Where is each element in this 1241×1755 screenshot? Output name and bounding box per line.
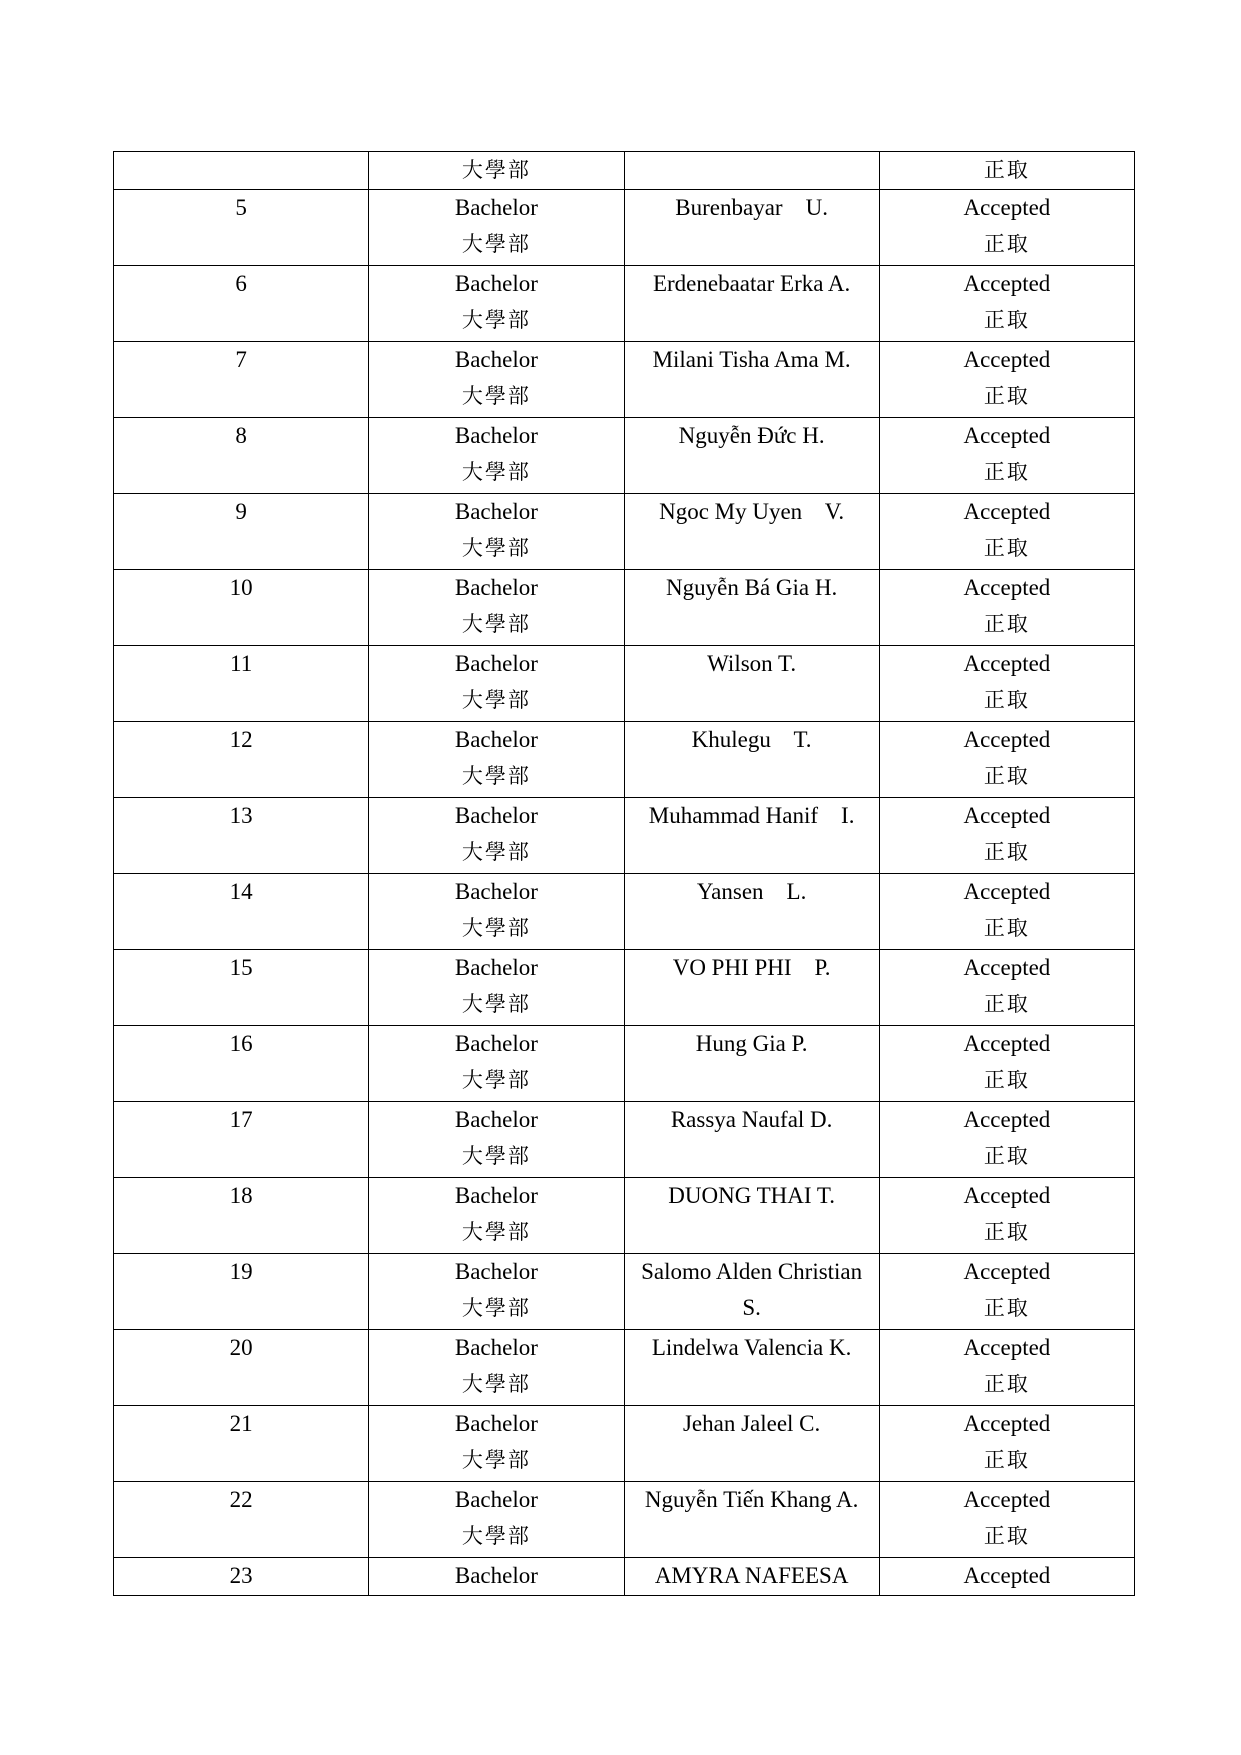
status-zh: 正取	[983, 1144, 1030, 1168]
cell-status	[879, 1102, 1134, 1178]
cell-number	[114, 1406, 369, 1482]
level-en: Bachelor	[454, 727, 538, 752]
cell-status	[879, 1026, 1134, 1102]
table-row	[114, 874, 1135, 950]
table-row	[114, 1482, 1135, 1558]
status-en: Accepted	[963, 1183, 1051, 1208]
row-number: 18	[229, 1183, 253, 1208]
status-en: Accepted	[963, 727, 1051, 752]
cell-name	[624, 418, 879, 494]
cell-status	[879, 1330, 1134, 1406]
cell-number	[114, 1330, 369, 1406]
applicant-name: Milani Tisha Ama M.	[652, 347, 851, 372]
status-en: Accepted	[963, 803, 1051, 828]
status-en: Accepted	[963, 499, 1051, 524]
level-en: Bachelor	[454, 955, 538, 980]
row-number: 23	[229, 1563, 253, 1588]
table-row	[114, 1254, 1135, 1330]
cell-status	[879, 494, 1134, 570]
table-row	[114, 570, 1135, 646]
cell-status	[879, 722, 1134, 798]
status-en: Accepted	[963, 651, 1051, 676]
cell-level	[369, 1482, 624, 1558]
cell-name	[624, 646, 879, 722]
level-en: Bachelor	[454, 499, 538, 524]
status-en: Accepted	[963, 1563, 1051, 1588]
applicant-name: Khulegu T.	[691, 727, 812, 752]
row-number: 17	[229, 1107, 253, 1132]
status-zh: 正取	[983, 1448, 1030, 1472]
cell-name	[624, 266, 879, 342]
cell-level	[369, 342, 624, 418]
row-number: 19	[229, 1259, 253, 1284]
level-zh: 大學部	[461, 1524, 531, 1548]
applicant-name: Wilson T.	[707, 651, 797, 676]
level-en: Bachelor	[454, 1487, 538, 1512]
cell-level	[369, 646, 624, 722]
cell-status	[879, 190, 1134, 266]
row-number: 9	[235, 499, 247, 524]
row-number: 21	[229, 1411, 253, 1436]
status-zh: 正取	[983, 460, 1030, 484]
cell-level	[369, 1330, 624, 1406]
cell-status	[879, 1406, 1134, 1482]
status-en: Accepted	[963, 423, 1051, 448]
status-en: Accepted	[963, 1411, 1051, 1436]
cell-status	[879, 798, 1134, 874]
cell-name	[624, 190, 879, 266]
cell-number	[114, 570, 369, 646]
status-en: Accepted	[963, 347, 1051, 372]
cell-number	[114, 1178, 369, 1254]
cell-level	[369, 152, 624, 190]
applicant-name: Yansen L.	[696, 879, 807, 904]
cell-level	[369, 1178, 624, 1254]
table-row	[114, 266, 1135, 342]
level-zh: 大學部	[461, 384, 531, 408]
row-number: 5	[235, 195, 247, 220]
level-zh: 大學部	[461, 612, 531, 636]
status-zh: 正取	[983, 1068, 1030, 1092]
cell-number	[114, 722, 369, 798]
row-number: 14	[229, 879, 253, 904]
cell-name	[624, 1482, 879, 1558]
applicant-name: VO PHI PHI P.	[672, 955, 831, 980]
cell-name	[624, 950, 879, 1026]
level-zh: 大學部	[461, 308, 531, 332]
cell-level	[369, 418, 624, 494]
row-number: 7	[235, 347, 247, 372]
applicant-name: Jehan Jaleel C.	[682, 1411, 821, 1436]
row-number: 15	[229, 955, 253, 980]
applicant-name: Nguyễn Tiến Khang A.	[644, 1487, 859, 1512]
cell-name	[624, 1102, 879, 1178]
table-row	[114, 494, 1135, 570]
level-en: Bachelor	[454, 575, 538, 600]
cell-level	[369, 570, 624, 646]
cell-level	[369, 1254, 624, 1330]
status-zh: 正取	[983, 992, 1030, 1016]
applicant-name: Nguyễn Bá Gia H.	[666, 575, 838, 600]
status-zh: 正取	[983, 916, 1030, 940]
level-zh: 大學部	[461, 688, 531, 712]
cell-name	[624, 1026, 879, 1102]
table-row	[114, 798, 1135, 874]
cell-level	[369, 1102, 624, 1178]
status-en: Accepted	[963, 1487, 1051, 1512]
applicant-name: Lindelwa Valencia K.	[651, 1335, 852, 1360]
cell-name	[624, 722, 879, 798]
cell-level	[369, 1026, 624, 1102]
level-en: Bachelor	[454, 1335, 538, 1360]
cell-number	[114, 1558, 369, 1596]
cell-name	[624, 1406, 879, 1482]
table-row	[114, 190, 1135, 266]
cell-number	[114, 418, 369, 494]
cell-level	[369, 266, 624, 342]
level-zh: 大學部	[461, 1448, 531, 1472]
status-zh: 正取	[983, 840, 1030, 864]
cell-name	[624, 494, 879, 570]
applicant-name: AMYRA NAFEESA	[654, 1563, 849, 1588]
level-en: Bachelor	[454, 1107, 538, 1132]
status-en: Accepted	[963, 195, 1051, 220]
table-row	[114, 342, 1135, 418]
status-zh: 正取	[983, 536, 1030, 560]
cell-number	[114, 1026, 369, 1102]
level-en: Bachelor	[454, 271, 538, 296]
cell-level	[369, 722, 624, 798]
status-zh: 正取	[983, 1296, 1030, 1320]
cell-status	[879, 1482, 1134, 1558]
status-zh: 正取	[983, 1524, 1030, 1548]
status-en: Accepted	[963, 955, 1051, 980]
cell-name	[624, 1558, 879, 1596]
applicant-name: Rassya Naufal D.	[670, 1107, 833, 1132]
cell-name	[624, 570, 879, 646]
level-zh: 大學部	[461, 232, 531, 256]
cell-level	[369, 1558, 624, 1596]
cell-number	[114, 190, 369, 266]
status-zh: 正取	[983, 1220, 1030, 1244]
applicant-name: DUONG THAI T.	[668, 1183, 835, 1208]
table-row	[114, 950, 1135, 1026]
status-en: Accepted	[963, 1259, 1051, 1284]
table-row	[114, 722, 1135, 798]
applicant-name: Nguyễn Đức H.	[678, 423, 825, 448]
table-row-partial	[114, 1558, 1135, 1596]
table-row	[114, 646, 1135, 722]
cell-status	[879, 152, 1134, 190]
table-row	[114, 1330, 1135, 1406]
level-zh: 大學部	[461, 1296, 531, 1320]
cell-level	[369, 190, 624, 266]
cell-name	[624, 874, 879, 950]
row-number: 22	[229, 1487, 253, 1512]
cell-name	[624, 1254, 879, 1330]
table-row	[114, 1102, 1135, 1178]
status-zh: 正取	[983, 612, 1030, 636]
cell-level	[369, 494, 624, 570]
row-number: 20	[229, 1335, 253, 1360]
table-body	[114, 152, 1135, 1596]
row-number: 10	[229, 575, 253, 600]
cell-number	[114, 1254, 369, 1330]
status-zh: 正取	[983, 384, 1030, 408]
cell-number	[114, 266, 369, 342]
level-zh: 大學部	[461, 1144, 531, 1168]
cell-number	[114, 646, 369, 722]
cell-level	[369, 1406, 624, 1482]
row-number: 11	[230, 651, 253, 676]
status-en: Accepted	[963, 1107, 1051, 1132]
row-number: 13	[229, 803, 253, 828]
level-en: Bachelor	[454, 1563, 538, 1588]
status-en: Accepted	[963, 879, 1051, 904]
level-zh: 大學部	[461, 840, 531, 864]
cell-level	[369, 950, 624, 1026]
row-number: 16	[229, 1031, 253, 1056]
level-zh: 大學部	[461, 536, 531, 560]
applicant-name: Burenbayar U.	[675, 195, 828, 220]
level-zh: 大學部	[461, 158, 531, 182]
table-row-continued	[114, 152, 1135, 190]
cell-name	[624, 798, 879, 874]
cell-status	[879, 1558, 1134, 1596]
applicant-name: Muhammad Hanif I.	[648, 803, 855, 828]
cell-number	[114, 494, 369, 570]
applicant-name: Erdenebaatar Erka A.	[652, 271, 851, 296]
level-en: Bachelor	[454, 1411, 538, 1436]
row-number: 6	[235, 271, 247, 296]
table-row	[114, 418, 1135, 494]
cell-status	[879, 1178, 1134, 1254]
cell-status	[879, 1254, 1134, 1330]
cell-status	[879, 950, 1134, 1026]
level-en: Bachelor	[454, 1259, 538, 1284]
status-zh: 正取	[983, 1372, 1030, 1396]
table-row	[114, 1026, 1135, 1102]
status-en: Accepted	[963, 1335, 1051, 1360]
status-zh: 正取	[983, 308, 1030, 332]
cell-level	[369, 874, 624, 950]
level-en: Bachelor	[454, 879, 538, 904]
cell-name	[624, 342, 879, 418]
applicant-name: Hung Gia P.	[695, 1031, 808, 1056]
cell-name	[624, 152, 879, 190]
level-zh: 大學部	[461, 1068, 531, 1092]
level-en: Bachelor	[454, 195, 538, 220]
cell-status	[879, 418, 1134, 494]
level-en: Bachelor	[454, 803, 538, 828]
applicant-name: Ngoc My Uyen V.	[659, 499, 845, 524]
row-number: 8	[235, 423, 247, 448]
cell-number	[114, 798, 369, 874]
level-zh: 大學部	[461, 992, 531, 1016]
cell-number	[114, 342, 369, 418]
cell-status	[879, 646, 1134, 722]
status-en: Accepted	[963, 1031, 1051, 1056]
level-zh: 大學部	[461, 764, 531, 788]
cell-status	[879, 342, 1134, 418]
status-zh: 正取	[983, 232, 1030, 256]
status-en: Accepted	[963, 271, 1051, 296]
cell-status	[879, 266, 1134, 342]
level-en: Bachelor	[454, 347, 538, 372]
cell-number	[114, 152, 369, 190]
level-en: Bachelor	[454, 651, 538, 676]
level-zh: 大學部	[461, 916, 531, 940]
level-en: Bachelor	[454, 1183, 538, 1208]
cell-number	[114, 874, 369, 950]
row-number: 12	[229, 727, 253, 752]
status-en: Accepted	[963, 575, 1051, 600]
status-zh: 正取	[983, 688, 1030, 712]
cell-level	[369, 798, 624, 874]
level-en: Bachelor	[454, 1031, 538, 1056]
cell-number	[114, 1482, 369, 1558]
level-zh: 大學部	[461, 1372, 531, 1396]
applicant-name: Salomo Alden Christian S.	[641, 1259, 868, 1320]
level-zh: 大學部	[461, 460, 531, 484]
level-zh: 大學部	[461, 1220, 531, 1244]
table-row	[114, 1406, 1135, 1482]
table-row	[114, 1178, 1135, 1254]
status-zh: 正取	[983, 764, 1030, 788]
cell-status	[879, 874, 1134, 950]
cell-name	[624, 1178, 879, 1254]
cell-number	[114, 1102, 369, 1178]
cell-status	[879, 570, 1134, 646]
status-zh: 正取	[983, 158, 1030, 182]
cell-number	[114, 950, 369, 1026]
cell-name	[624, 1330, 879, 1406]
level-en: Bachelor	[454, 423, 538, 448]
admission-list-table	[113, 151, 1135, 1596]
